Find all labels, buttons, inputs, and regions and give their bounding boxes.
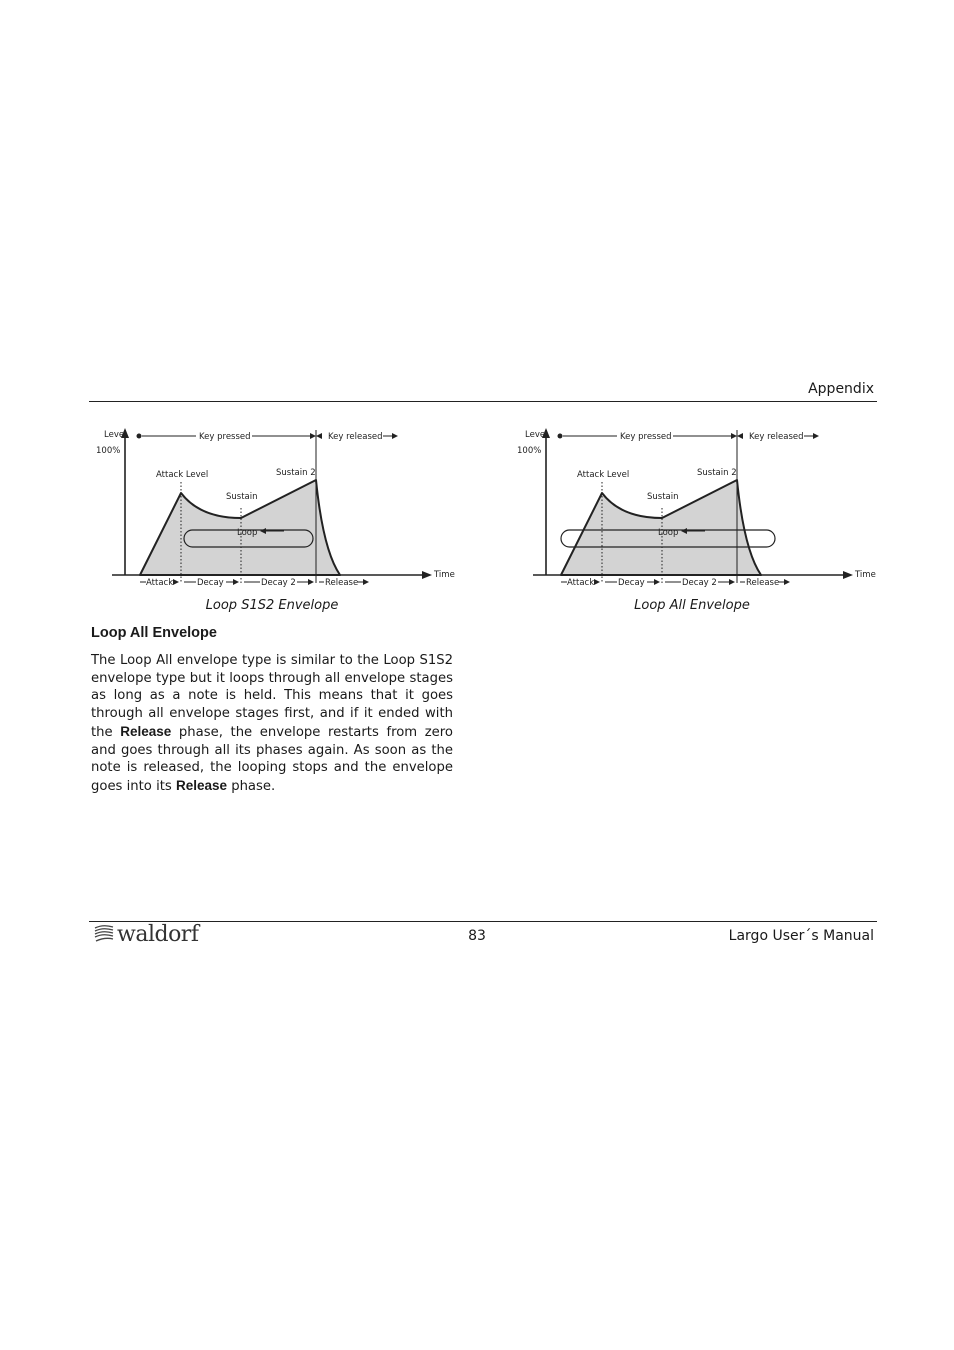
key-pressed-dot (137, 434, 142, 439)
time-axis-arrowhead (843, 571, 853, 579)
section-heading: Loop All Envelope (91, 625, 217, 641)
key-released-label: Key released (328, 432, 383, 442)
body-text-part: The Loop All envelope type is similar to the Loop S1S2 envelope type but it loops through all envelope stages as long as a note is held. This means that it goes through all envelope stages first, and if it ended with the (91, 653, 453, 740)
section-body (91, 652, 453, 796)
attack-stage-label: Attack (146, 578, 174, 588)
body-text-part: phase, the envelope restarts from zero and goes through all its phases again. As soon as the note is released, the looping stops and the envelope goes into its (91, 724, 453, 794)
diagram-1-caption: Loop S1S2 Envelope (205, 598, 339, 613)
hundred-percent-label: 100% (96, 446, 121, 456)
hundred-percent-label: 100% (517, 446, 542, 456)
body-text-part: phase. (227, 778, 276, 794)
header-divider (89, 401, 877, 402)
decay-stage-label: Decay (197, 578, 224, 588)
level-label: Level (525, 430, 548, 440)
diagram-2-caption: Loop All Envelope (634, 598, 750, 613)
loop-all-envelope-diagram (511, 420, 891, 600)
attack-level-label: Attack Level (577, 470, 630, 480)
decay2-stage-label: Decay 2 (261, 578, 296, 588)
time-axis-arrowhead (422, 571, 432, 579)
body-bold-term: Release (175, 777, 228, 793)
time-label: Time (434, 570, 455, 580)
attack-level-label: Attack Level (156, 470, 209, 480)
decay-stage-label: Decay (618, 578, 645, 588)
sustain2-label: Sustain 2 (276, 468, 316, 478)
manual-title: Largo User´s Manual (728, 928, 874, 944)
footer-divider (89, 921, 877, 922)
logo-text: waldorf (117, 921, 199, 947)
key-released-label: Key released (749, 432, 804, 442)
sustain2-label: Sustain 2 (697, 468, 737, 478)
time-label: Time (855, 570, 876, 580)
release-stage-label: Release (325, 578, 359, 588)
body-bold-term: Release (120, 723, 172, 739)
sustain-label: Sustain (226, 492, 258, 502)
loop-label: Loop (658, 528, 679, 538)
key-pressed-label: Key pressed (199, 432, 251, 442)
release-stage-label: Release (746, 578, 780, 588)
attack-stage-label: Attack (567, 578, 595, 588)
page-number: 83 (468, 928, 486, 944)
sustain-label: Sustain (647, 492, 679, 502)
header-title: Appendix (808, 381, 874, 397)
loop-s1s2-envelope-diagram (90, 420, 470, 600)
key-pressed-dot (558, 434, 563, 439)
decay2-stage-label: Decay 2 (682, 578, 717, 588)
key-pressed-label: Key pressed (620, 432, 672, 442)
loop-label: Loop (237, 528, 258, 538)
level-label: Level (104, 430, 127, 440)
